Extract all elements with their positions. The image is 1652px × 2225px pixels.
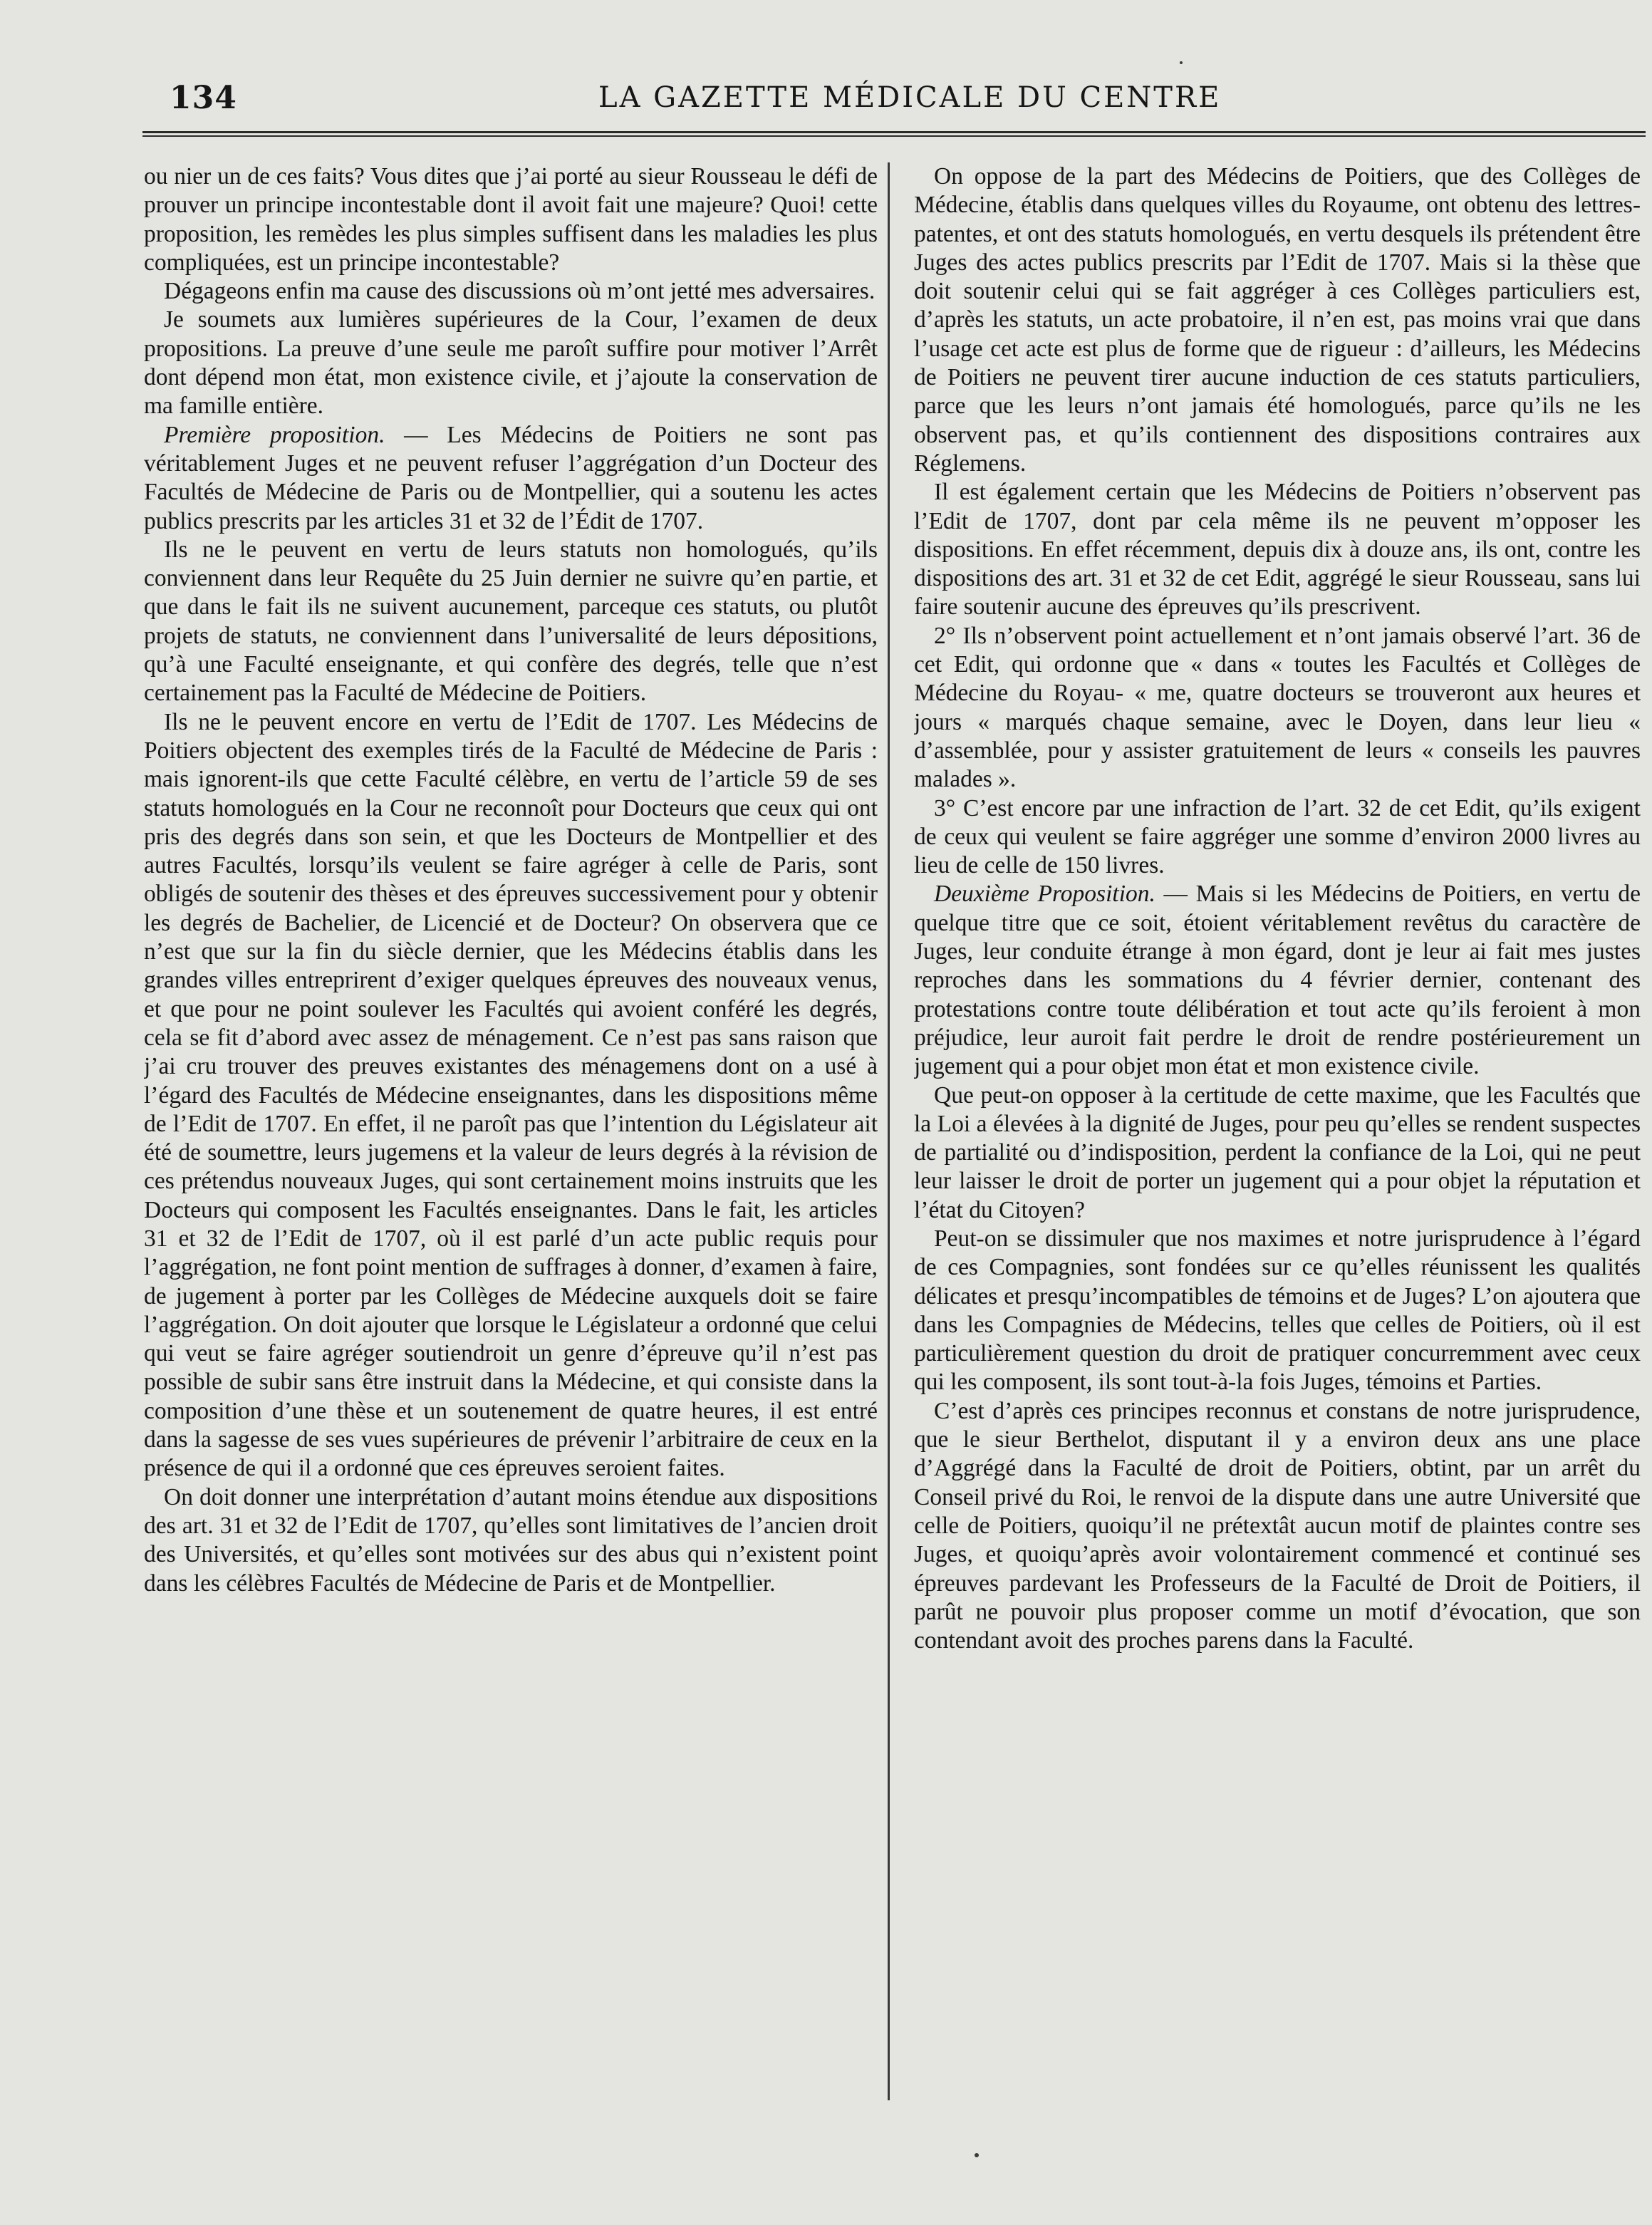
paragraph bbox=[144, 306, 878, 420]
paragraph bbox=[914, 794, 1641, 881]
paragraph-text: Que peut-on opposer à la certitude de cette maxime, que les Facultés que la Loi a élevées à la dignité de Juges, pour peu qu’elles se rendent suspectes de partialité ou d’indisposition, perdent la confiance de la Loi, qui ne peut leur laisser le droit de porter un jugement qui a pour objet la réputation et l’état du Citoyen? bbox=[914, 1082, 1641, 1223]
paragraph-text: On doit donner une interprétation d’autant moins étendue aux dispositions des art. 31 et 32 de l’Edit de 1707, qu’elles sont limitatives de l’ancien droit des Universités, et qu’elles sont motivées sur des abus qui n’existent point dans les célèbres Facultés de Médecine de Paris et de Montpellier. bbox=[144, 1483, 878, 1597]
paragraph bbox=[144, 421, 878, 536]
paragraph bbox=[914, 162, 1641, 478]
header-rule-thin bbox=[142, 135, 1646, 137]
header-rule bbox=[142, 131, 1646, 133]
paragraph bbox=[914, 880, 1641, 1081]
paragraph-text: 2° Ils n’observent point actuellement et n’ont jamais observé l’art. 36 de cet Edit, qui ordonne que « dans « toutes les Facultés et Collèges de Médecine du Royau- « me, quatre docteurs se trouveront aux heures et jours « marqués chaque semaine, avec le Doyen, dans leur lieu « d’assemblée, pour y assister gratuitement de leurs « conseils les pauvres malades ». bbox=[914, 622, 1641, 793]
paragraph-text: On oppose de la part des Médecins de Poitiers, que des Collèges de Médecine, établis dans quelques villes du Royaume, ont obtenu des lettres-patentes, et ont des statuts homologués, en vertu desquels ils prétendent être Juges des actes publics prescrits par l’Edit de 1707. Mais si la thèse que doit soutenir celui qui se fait aggréger à ces Collèges particuliers est, d’après les statuts, un acte probatoire, il n’en est, pas moins vrai que dans l’usage cet acte est plus de forme que de rigueur : d’ailleurs, les Médecins de Poitiers ne peuvent tirer aucune induction de ces statuts particuliers, parce que les leurs n’ont jamais été homologués, parce qu’ils ne les observent pas, et qu’ils contiennent des dispositions contraires aux Réglemens. bbox=[914, 163, 1641, 477]
section-heading: Première proposition. bbox=[164, 421, 385, 448]
paragraph bbox=[914, 1397, 1641, 1656]
paragraph-text: — Mais si les Médecins de Poitiers, en vertu de quelque titre que ce soit, étoient véritablement revêtus du caractère de Juges, leur conduite étrange à mon égard, dont je leur ai fait mes justes reproches dans les sommations du 4 février dernier, contenant des protestations contre toute délibération et tout acte qu’ils feroient à mon préjudice, leur auroit fait perdre le droit de rendre postérieurement un jugement qui a pour objet mon état et mon existence civile. bbox=[914, 881, 1641, 1080]
paragraph bbox=[914, 1225, 1641, 1397]
paragraph bbox=[144, 162, 878, 277]
print-speck bbox=[975, 2153, 979, 2157]
right-column bbox=[914, 162, 1641, 2107]
paragraph-text: — Les Médecins de Poitiers ne sont pas véritablement Juges et ne peuvent refuser l’aggrégation d’un Docteur des Facultés de Médecine de Paris ou de Montpellier, qui a soutenu les actes publics prescrits par les articles 31 et 32 de l’Édit de 1707. bbox=[144, 421, 878, 534]
print-speck bbox=[1180, 61, 1183, 64]
paragraph-text: 3° C’est encore par une infraction de l’art. 32 de cet Edit, qu’ils exigent de ceux qui veulent se faire aggréger une somme d’environ 2000 livres au lieu de celle de 150 livres. bbox=[914, 794, 1641, 879]
paragraph bbox=[914, 478, 1641, 621]
paragraph-text: ou nier un de ces faits? Vous dites que j’ai porté au sieur Rousseau le défi de prouver un principe incontestable dont il avoit fait une majeure? Quoi! cette proposition, les remèdes les plus simples suffisent dans les maladies les plus compliquées, est un principe incontestable? bbox=[144, 163, 878, 276]
paragraph-text: Je soumets aux lumières supérieures de la Cour, l’examen de deux propositions. La preuve d’une seule me paroît suffire pour motiver l’Arrêt dont dépend mon état, mon existence civile, et j’ajoute la conservation de ma famille entière. bbox=[144, 306, 878, 420]
paragraph bbox=[144, 277, 878, 306]
page-number: 134 bbox=[170, 80, 237, 116]
paragraph-text: C’est d’après ces principes reconnus et constans de notre jurisprudence, que le sieur Berthelot, disputant il y a environ deux ans une place d’Aggrégé dans la Faculté de droit de Poitiers, obtint, par un arrêt du Conseil privé du Roi, le renvoi de la dispute dans une autre Université que celle de Poitiers, quoiqu’il ne prétextât aucun motif de plaintes contre ses Juges, et quoiqu’après avoir volontairement commencé et continué ses épreuves pardevant les Professeurs de la Faculté de Droit de Poitiers, il parût ne pouvoir plus proposer comme un motif d’évocation, que son contendant avoit des proches parens dans la Faculté. bbox=[914, 1397, 1641, 1654]
paragraph bbox=[144, 1483, 878, 1598]
column-divider bbox=[888, 162, 890, 2100]
left-column bbox=[144, 162, 878, 2107]
paragraph bbox=[914, 1082, 1641, 1225]
paragraph bbox=[144, 536, 878, 708]
paragraph bbox=[144, 708, 878, 1483]
paragraph bbox=[914, 622, 1641, 794]
running-title: LA GAZETTE MÉDICALE DU CENTRE bbox=[598, 81, 1222, 114]
paragraph-text: Peut-on se dissimuler que nos maximes et notre jurisprudence à l’égard de ces Compagnies, sont fondées sur ce qu’elles réunissent les qualités délicates et presqu’incompatibles de témoins et de Juges? L’on ajoutera que dans les Compagnies de Médecins, telles que celles de Poitiers, où il est particulièrement question du droit de pratiquer concurremment avec ceux qui les composent, ils sont tout-à-la fois Juges, témoins et Parties. bbox=[914, 1225, 1641, 1396]
paragraph-text: Il est également certain que les Médecins de Poitiers n’observent pas l’Edit de 1707, dont par cela même ils ne peuvent m’opposer les dispositions. En effet récemment, depuis dix à douze ans, ils ont, contre les dispositions des art. 31 et 32 de cet Edit, aggrégé le sieur Rousseau, sans lui faire soutenir aucune des épreuves qu’ils prescrivent. bbox=[914, 479, 1641, 621]
section-heading: Deuxième Proposition. bbox=[934, 881, 1155, 908]
paragraph-text: Ils ne le peuvent encore en vertu de l’Edit de 1707. Les Médecins de Poitiers objectent des exemples tirés de la Faculté de Médecine de Paris : mais ignorent-ils que cette Faculté célèbre, en vertu de l’article 59 de ses statuts homologués en la Cour ne reconnoît pour Docteurs que ceux qui ont pris des degrés dans son sein, et que les Docteurs de Montpellier et des autres Facultés, lorsqu’ils veulent se faire agréger à celle de Paris, sont obligés de soutenir des thèses et des épreuves successivement pour y obtenir les degrés de Bachelier, de Licencié et de Docteur? On observera que ce n’est que sur la fin du siècle dernier, que les Médecins établis dans les grandes villes entreprirent d’exiger quelques épreuves des nouveaux venus, et que pour ne point soulever les Facultés qui avoient conféré les degrés, cela se fit d’abord avec assez de ménagement. Ce n’est pas sans raison que j’ai cru trouver des preuves existantes des ménagemens dont on a usé à l’égard des Facultés de Médecine enseignantes, dans les dispositions même de l’Edit de 1707. En effet, il ne paroît pas que l’intention du Législateur ait été de soumettre, leurs jugemens et la valeur de leurs degrés à la révision de ces prétendus nouveaux Juges, qui sont certainement moins instruits que les Docteurs qui composent les Facultés enseignantes. Dans le fait, les articles 31 et 32 de l’Edit de 1707, où il est parlé d’un acte public requis pour l’aggrégation, ne font point mention de suffrages à donner, d’examen à faire, de jugement à porter par les Collèges de Médecine auxquels doit se faire l’aggrégation. On doit ajouter que lorsque le Législateur a ordonné que celui qui veut se faire agréger soutiendroit un genre d’épreuve qu’il n’est pas possible de subir sans être instruit dans la Médecine, et qui consiste dans la composition d’une thèse et un soutenement de quatre heures, il est entré dans la sagesse de ses vues supérieures de prévenir l’arbitraire de ceux en la présence de qui il a ordonné que ces épreuves seroient faites. bbox=[144, 708, 878, 1482]
paragraph-text: Dégageons enfin ma cause des discussions où m’ont jetté mes adversaires. bbox=[164, 278, 876, 305]
paragraph-text: Ils ne le peuvent en vertu de leurs statuts non homologués, qu’ils conviennent dans leur Requête du 25 Juin dernier ne suivre qu’en partie, et que dans le fait ils ne suivent aucunement, parceque ces statuts, ou plutôt projets de statuts, ne conviennent dans l’universalité de leurs dépositions, qu’à une Faculté enseignante, et qui confère des degrés, telle que n’est certainement pas la Faculté de Médecine de Poitiers. bbox=[144, 536, 878, 707]
